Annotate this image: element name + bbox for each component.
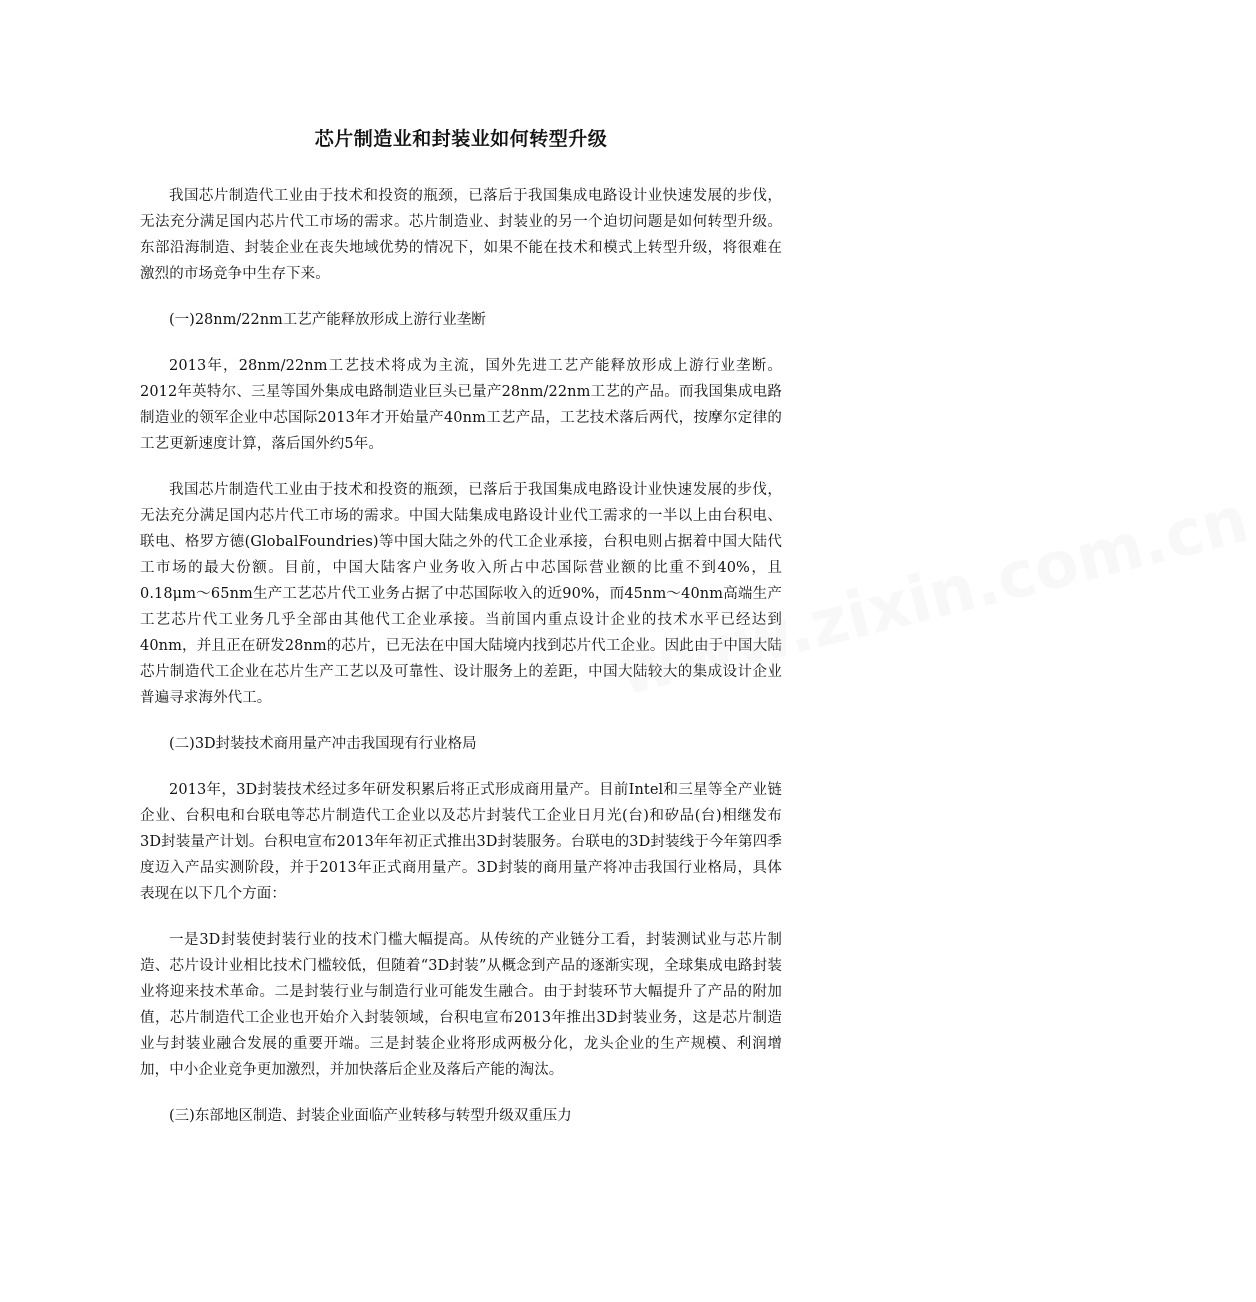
document-title: 芯片制造业和封装业如何转型升级	[314, 128, 608, 150]
paragraph-foundry-gap: 我国芯片制造代工业由于技术和投资的瓶颈，已落后于我国集成电路设计业快速发展的步伐，无法充分满足国内芯片代工市场的需求。中国大陆集成电路设计业代工需求的一半以上由台积电、联电、格罗方德(GlobalFoundries)等中国大陆之外的代工企业承接，台积电则占据着中国大陆代工市场的最大份额。目前，中国大陆客户业务收入所占中芯国际营业额的比重不到40%，且0.18μm～65nm生产工艺芯片代工业务占据了中芯国际收入的近90%，而45nm～40nm高端生产工艺芯片代工业务几乎全部由其他代工企业承接。当前国内重点设计企业的技术水平已经达到40nm，并且正在研发28nm的芯片，已无法在中国大陆境内找到芯片代工企业。因此由于中国大陆芯片制造代工企业在芯片生产工艺以及可靠性、设计服务上的差距，中国大陆较大的集成设计企业普遍寻求海外代工。	[140, 482, 782, 706]
section-heading-1: (一)28nm/22nm工艺产能释放形成上游行业垄断	[169, 312, 486, 328]
paragraph-intro: 我国芯片制造代工业由于技术和投资的瓶颈，已落后于我国集成电路设计业快速发展的步伐，无法充分满足国内芯片代工市场的需求。芯片制造业、封装业的另一个迫切问题是如何转型升级。东部沿海制造、封装企业在丧失地域优势的情况下，如果不能在技术和模式上转型升级，将很难在激烈的市场竞争中生存下来。	[140, 188, 782, 282]
watermark: www.zixin.com.cn	[610, 482, 1256, 712]
paragraph-3d-packaging: 2013年，3D封装技术经过多年研发积累后将正式形成商用量产。目前Intel和三星等全产业链企业、台积电和台联电等芯片制造代工企业以及芯片封装代工企业日月光(台)和矽品(台)相继发布3D封装量产计划。台积电宣布2013年年初正式推出3D封装服务。台联电的3D封装线于今年第四季度迈入产品实测阶段，并于2013年正式商用量产。3D封装的商用量产将冲击我国行业格局，具体表现在以下几个方面：	[140, 782, 782, 902]
paragraph-impacts: 一是3D封装使封装行业的技术门槛大幅提高。从传统的产业链分工看，封装测试业与芯片制造、芯片设计业相比技术门槛较低，但随着“3D封装”从概念到产品的逐渐实现，全球集成电路封装业将迎来技术革命。二是封装行业与制造行业可能发生融合。由于封装环节大幅提升了产品的附加值，芯片制造代工企业也开始介入封装领域，台积电宣布2013年推出3D封装业务，这是芯片制造业与封装业融合发展的重要开端。三是封装企业将形成两极分化，龙头企业的生产规模、利润增加，中小企业竞争更加激烈，并加快落后企业及落后产能的淘汰。	[140, 932, 782, 1078]
section-heading-2: (二)3D封装技术商用量产冲击我国现有行业格局	[169, 736, 477, 752]
section-heading-3: (三)东部地区制造、封装企业面临产业转移与转型升级双重压力	[169, 1108, 572, 1124]
paragraph-process-tech: 2013年，28nm/22nm工艺技术将成为主流，国外先进工艺产能释放形成上游行业垄断。2012年英特尔、三星等国外集成电路制造业巨头已量产28nm/22nm工艺的产品。而我国集成电路制造业的领军企业中芯国际2013年才开始量产40nm工艺产品，工艺技术落后两代，按摩尔定律的工艺更新速度计算，落后国外约5年。	[140, 358, 782, 452]
document-body	[140, 183, 782, 1149]
